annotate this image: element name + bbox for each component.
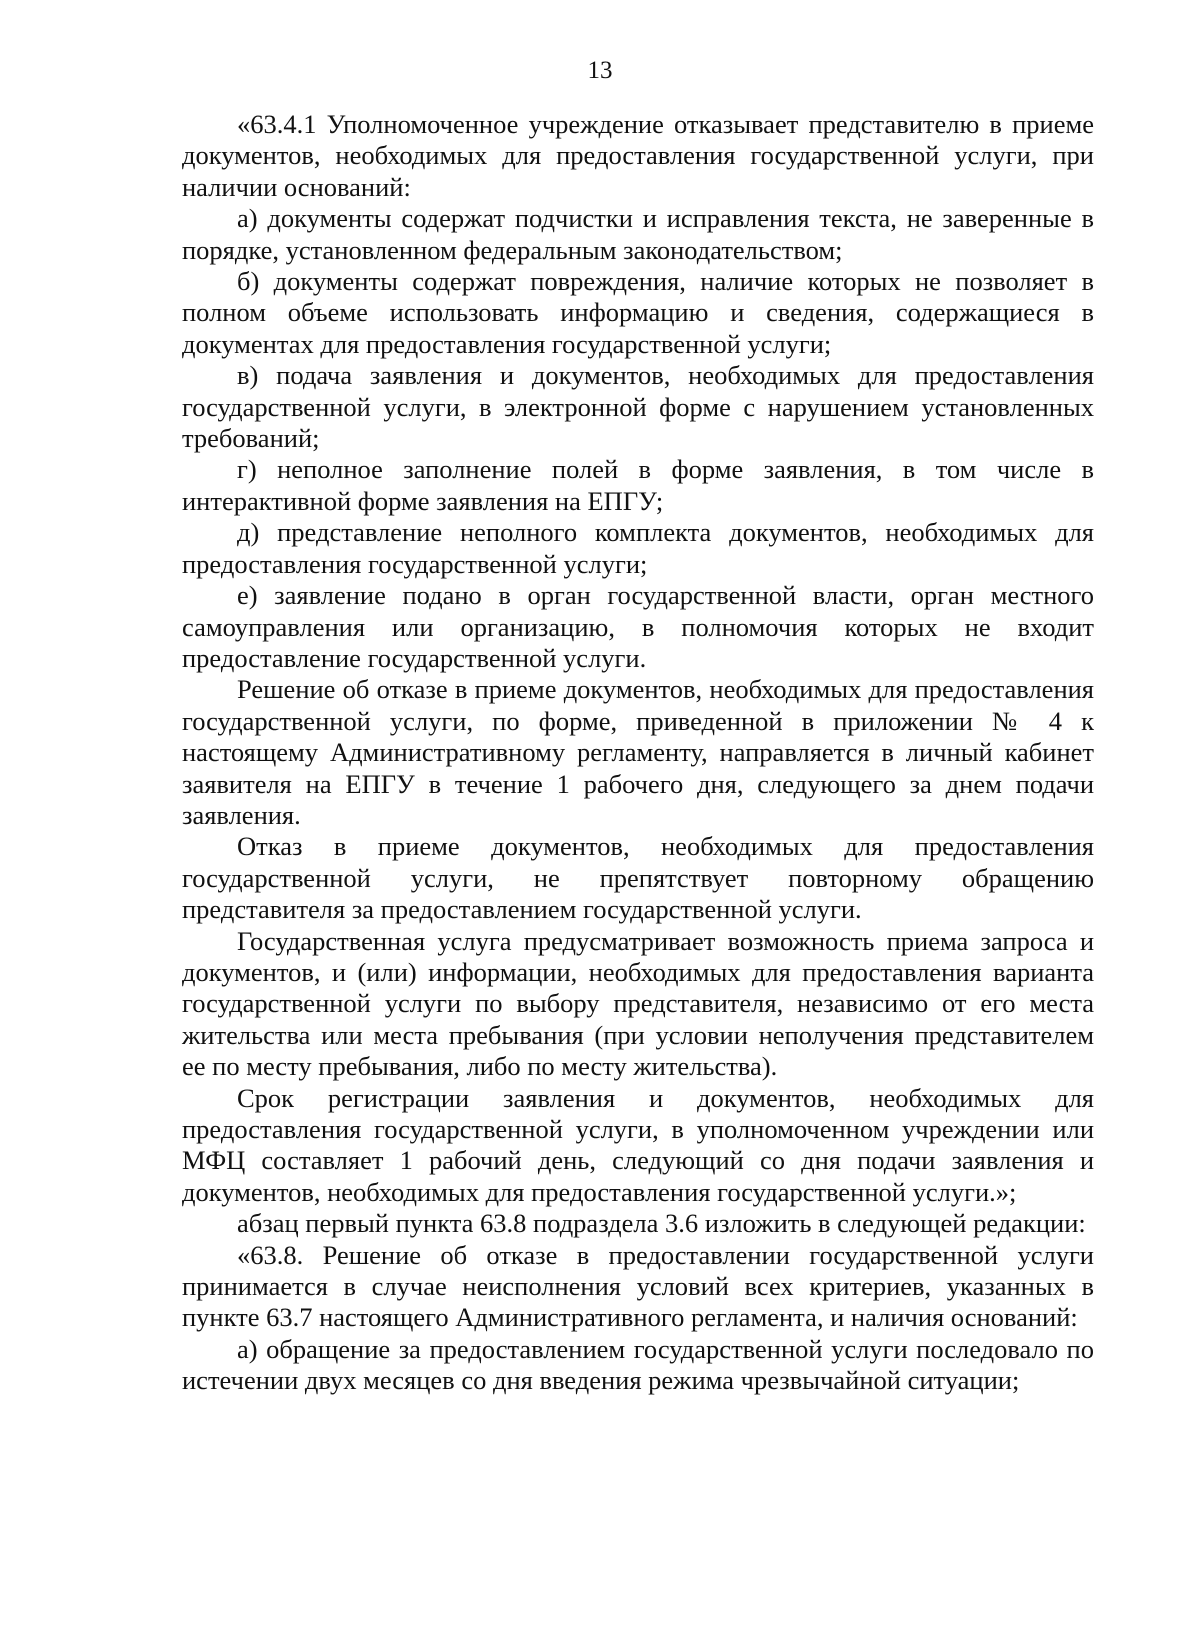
paragraph-63-8: «63.8. Решение об отказе в предоставлении государственной услуги принимается в случае неисполнения условий всех критериев, указанных в пункте 63.7 настоящего Административного регламента, и наличия оснований: <box>182 1239 1094 1333</box>
page-number: 13 <box>587 57 613 84</box>
document-body <box>182 109 1094 1397</box>
paragraph-item-e: е) заявление подано в орган государственной власти, орган местного самоуправления или организацию, в полномочия которых не входит предоставление государственной услуги. <box>182 580 1094 673</box>
paragraph-item-b: б) документы содержат повреждения, наличие которых не позволяет в полном объеме использовать информацию и сведения, содержащиеся в документах для предоставления государственной услуги; <box>182 266 1094 359</box>
paragraph-refusal-no-obstacle: Отказ в приеме документов, необходимых для предоставления государственной услуги, не препятствует повторному обращению представителя за предоставлением государственной услуги. <box>182 831 1094 925</box>
paragraph-extraterritorial: Государственная услуга предусматривает возможность приема запроса и документов, и (или) информации, необходимых для предоставления варианта государственной услуги по выбору представителя, независимо от его места жительства или места пребывания (при условии неполучения представителем ее по месту пребывания, либо по месту жительства). <box>182 925 1094 1082</box>
paragraph-63-4-1: «63.4.1 Уполномоченное учреждение отказывает представителю в приеме документов, необходимых для предоставления государственной услуги, при наличии оснований: <box>182 109 1094 202</box>
paragraph-registration-term: Срок регистрации заявления и документов, необходимых для предоставления государственной услуги, в уполномоченном учреждении или МФЦ составляет 1 рабочий день, следующий со дня подачи заявления и документов, необходимых для предоставления государственной услуги.»; <box>182 1082 1094 1207</box>
paragraph-item-d: д) представление неполного комплекта документов, необходимых для предоставления государственной услуги; <box>182 517 1094 579</box>
paragraph-amendment-63-8: абзац первый пункта 63.8 подраздела 3.6 изложить в следующей редакции: <box>237 1208 1086 1239</box>
paragraph-item-v: в) подача заявления и документов, необходимых для предоставления государственной услуги, в электронной форме с нарушением установленных требований; <box>182 360 1094 454</box>
paragraph-item-a: а) документы содержат подчистки и исправления текста, не заверенные в порядке, установленном федеральным законодательством; <box>182 203 1094 265</box>
paragraph-63-8-item-a: а) обращение за предоставлением государственной услуги последовало по истечении двух месяцев со дня введения режима чрезвычайной ситуации; <box>182 1333 1094 1396</box>
paragraph-item-g: г) неполное заполнение полей в форме заявления, в том числе в интерактивной форме заявления на ЕПГУ; <box>182 454 1094 516</box>
paragraph-refusal-decision: Решение об отказе в приеме документов, необходимых для предоставления государственной услуги, по форме, приведенной в приложении № 4 к настоящему Административному регламенту, направляется в личный кабинет заявителя на ЕПГУ в течение 1 рабочего дня, следующего за днем подачи заявления. <box>182 674 1094 830</box>
